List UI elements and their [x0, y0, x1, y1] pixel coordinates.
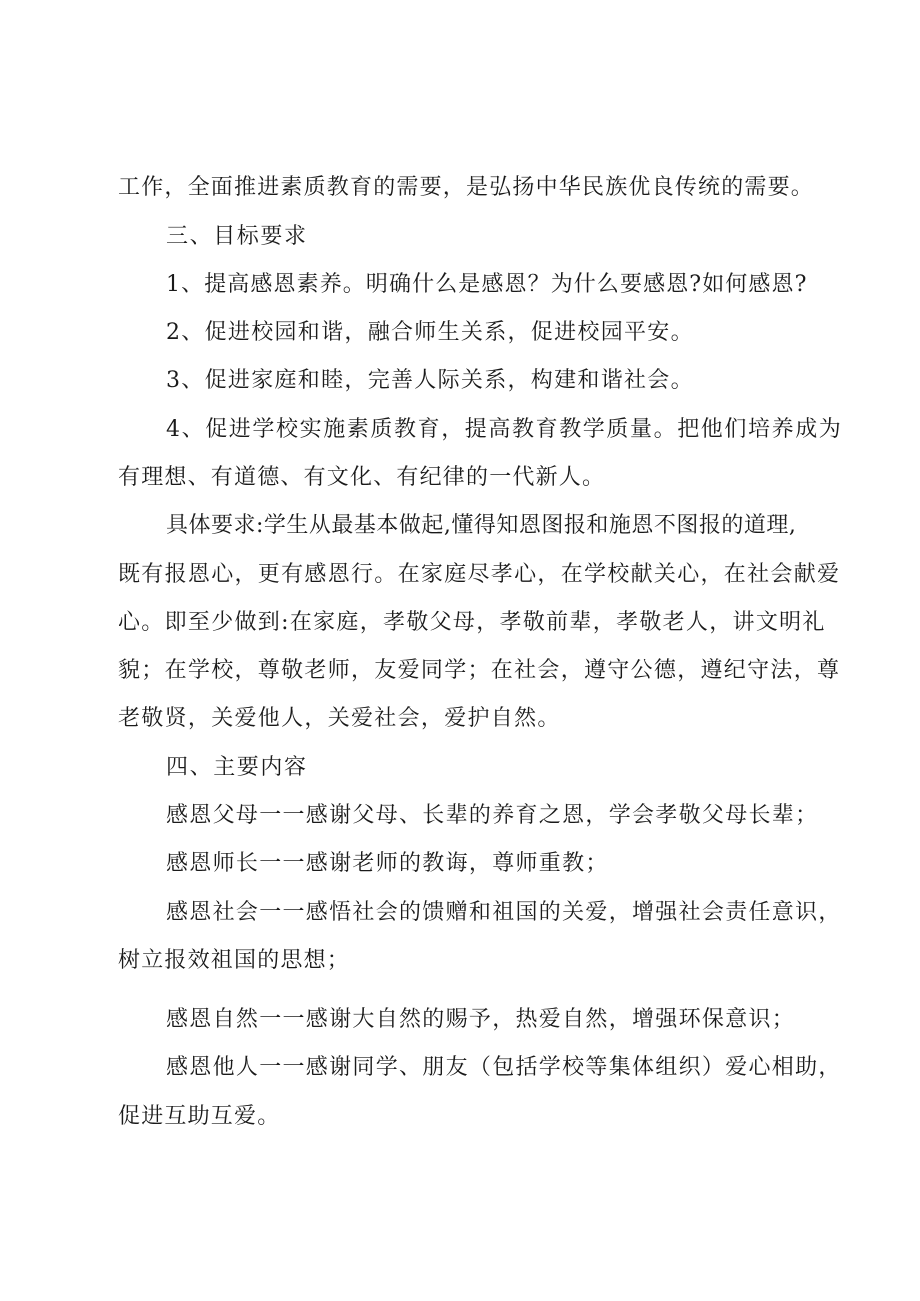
content-item-teachers: 感恩师长一一感谢老师的教诲，尊师重教； [166, 851, 609, 876]
requirements-paragraph-line: 既有报恩心，更有感恩行。在家庭尽孝心，在学校献关心，在社会献爱 [118, 562, 841, 587]
goal-item-3: 3、促进家庭和睦，完善人际关系，构建和谐社会。 [166, 368, 694, 393]
goal-item-4: 4、促进学校实施素质教育，提高教育教学质量。把他们培养成为 [166, 417, 843, 442]
requirements-paragraph-line: 心。即至少做到:在家庭，孝敬父母，孝敬前辈，孝敬老人，讲文明礼 [118, 610, 826, 635]
content-item-others: 感恩他人一一感谢同学、朋友（包括学校等集体组织）爱心相助， [166, 1055, 842, 1080]
content-item-parents: 感恩父母一一感谢父母、长辈的养育之恩，学会孝敬父母长辈； [166, 803, 819, 828]
requirements-paragraph-line: 具体要求:学生从最基本做起,懂得知恩图报和施恩不图报的道理, [166, 513, 797, 538]
section-heading-goals: 三、目标要求 [166, 224, 308, 249]
paragraph-continuation-line: 工作，全面推进素质教育的需要，是弘扬中华民族优良传统的需要。 [118, 175, 815, 200]
requirements-paragraph-line: 老敬贤，关爱他人，关爱社会，爱护自然。 [118, 706, 561, 731]
goal-item-1: 1、提高感恩素养。明确什么是感恩？为什么要感恩?如何感恩? [166, 272, 808, 297]
requirements-paragraph-line: 貌；在学校，尊敬老师，友爱同学；在社会，遵守公德，遵纪守法，尊 [118, 658, 841, 683]
goal-item-2: 2、促进校园和谐，融合师生关系，促进校园平安。 [166, 320, 694, 345]
content-item-nature: 感恩自然一一感谢大自然的赐予，热爱自然，增强环保意识； [166, 1007, 796, 1032]
content-item-society: 感恩社会一一感悟社会的馈赠和祖国的关爱，增强社会责任意识， [166, 900, 842, 925]
section-heading-content: 四、主要内容 [166, 755, 308, 780]
goal-item-4-continued: 有理想、有道德、有文化、有纪律的一代新人。 [118, 465, 606, 490]
content-item-others-continued: 促进互助互爱。 [118, 1104, 281, 1129]
content-item-society-continued: 树立报效祖国的思想； [118, 948, 351, 973]
